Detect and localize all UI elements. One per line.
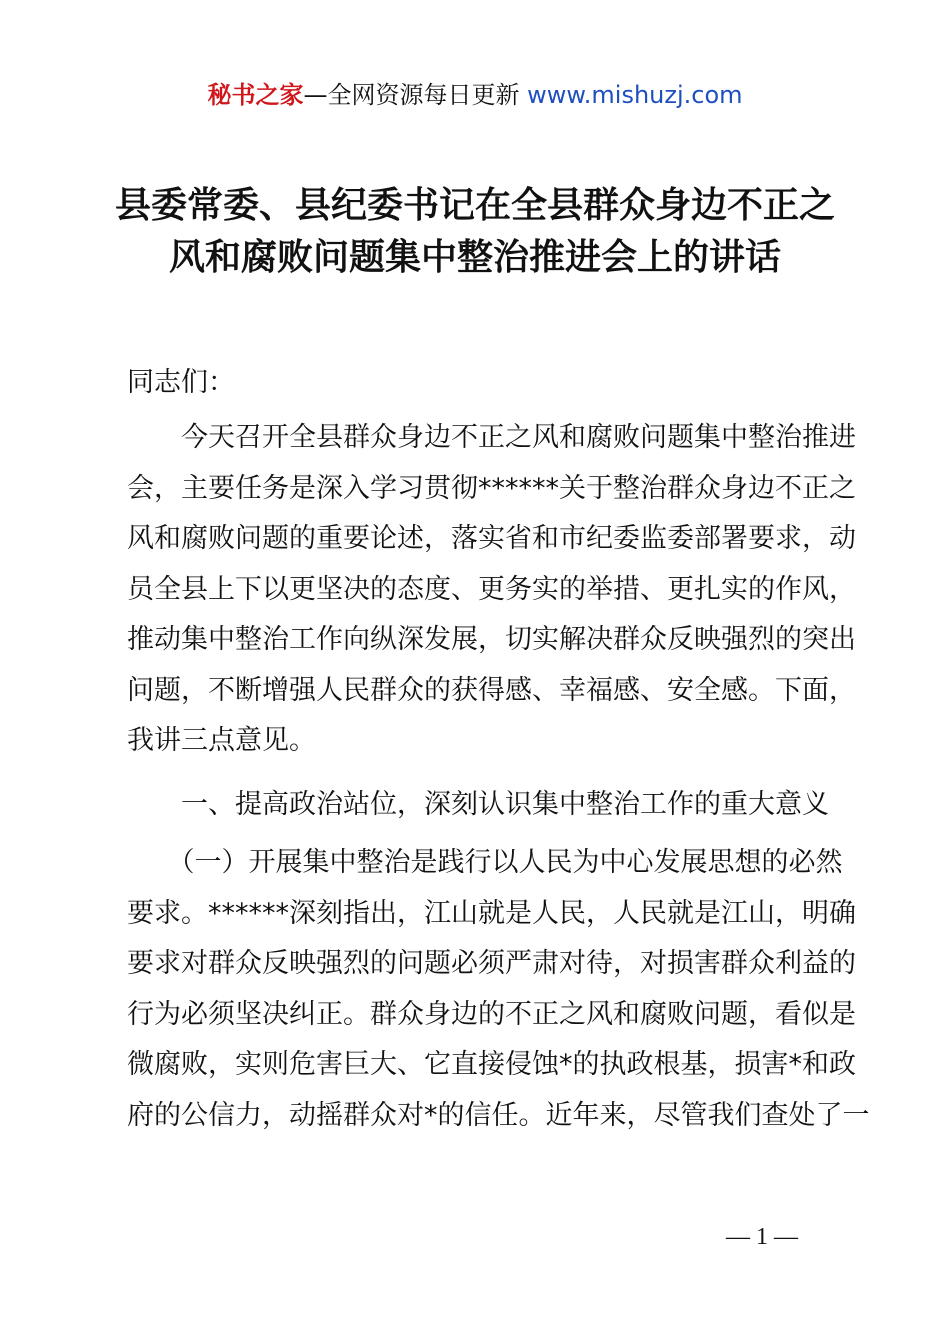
header-banner: [0, 78, 950, 112]
page-number: — 1 —: [726, 1224, 798, 1250]
text-line: 会，主要任务是深入学习贯彻******关于整治群众身边不正之: [127, 472, 856, 504]
text-line: 要求对群众反映强烈的问题必须严肃对待，对损害群众利益的: [127, 948, 856, 979]
text-line: 要求。******深刻指出，江山就是人民，人民就是江山，明确: [127, 897, 856, 929]
site-url-link[interactable]: www.mishuzj.com: [527, 81, 743, 109]
brand-name: 秘书之家: [207, 81, 304, 109]
title-line: 县委常委、县纪委书记在全县群众身边不正之: [114, 185, 835, 226]
section-heading-text: 一、提高政治站位，深刻认识集中整治工作的重大意义: [127, 789, 829, 820]
salutation: [127, 358, 839, 409]
text-line: （一）开展集中整治是践行以人民为中心发展思想的必然: [127, 847, 843, 878]
text-line: 府的公信力，动摇群众对*的信任。近年来，尽管我们查处了一: [127, 1099, 870, 1131]
section-heading-1: [127, 780, 839, 831]
document-title: [60, 180, 890, 284]
salutation-text: 同志们：: [127, 367, 235, 398]
header-tagline: —全网资源每日更新: [303, 81, 520, 109]
paragraph-intro: [127, 413, 856, 767]
text-line: 推动集中整治工作向纵深发展，切实解决群众反映强烈的突出: [127, 624, 856, 655]
title-line: 风和腐败问题集中整治推进会上的讲话: [168, 237, 781, 278]
text-line: 风和腐败问题的重要论述，落实省和市纪委监委部署要求，动: [127, 523, 856, 554]
paragraph-section-1-1: [127, 838, 870, 1141]
text-line: 问题，不断增强人民群众的获得感、幸福感、安全感。下面，: [127, 674, 856, 706]
text-line: 我讲三点意见。: [127, 725, 316, 756]
text-line: 员全县上下以更坚决的态度、更务实的举措、更扎实的作风，: [127, 573, 856, 605]
text-line: 微腐败，实则危害巨大、它直接侵蚀*的执政根基，损害*和政: [127, 1049, 856, 1080]
text-line: 今天召开全县群众身边不正之风和腐败问题集中整治推进: [127, 422, 856, 453]
text-line: 行为必须坚决纠正。群众身边的不正之风和腐败问题，看似是: [127, 998, 856, 1030]
